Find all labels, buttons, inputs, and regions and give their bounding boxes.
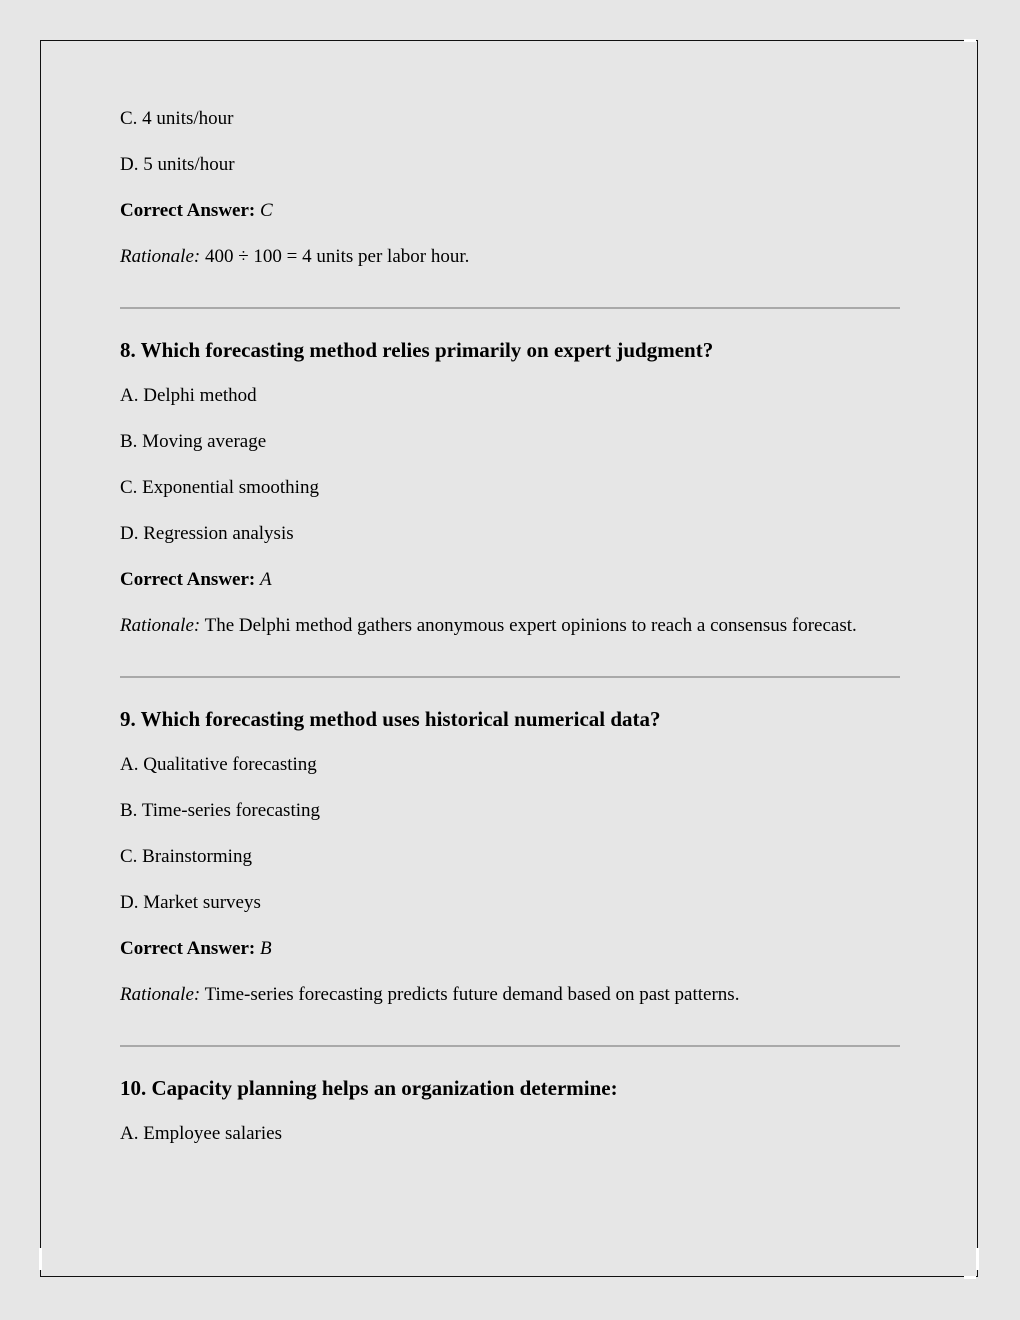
frame-corner-mark [964,39,976,42]
rationale [120,615,900,637]
rationale-text: 400 ÷ 100 = 4 units per labor hour. [200,246,470,267]
option-a: A. Delphi method [120,385,257,406]
option-a: A. Employee salaries [120,1123,282,1144]
rationale-label: Rationale: [120,246,201,267]
rationale-label: Rationale: [120,984,201,1005]
frame-corner-mark [39,1248,42,1270]
option-d: D. Regression analysis [120,523,294,544]
option-c: C. 4 units/hour [120,108,234,129]
rationale [120,246,900,268]
correct-answer [120,938,900,960]
document-content [120,108,900,1169]
frame-corner-mark [976,1248,979,1270]
option-b: B. Time-series forecasting [120,800,321,821]
correct-answer [120,200,900,222]
correct-answer-value: C [260,200,273,221]
option-c: C. Brainstorming [120,846,252,867]
section-divider [120,307,900,309]
rationale-text: The Delphi method gathers anonymous expert opinions to reach a consensus forecast. [200,615,857,636]
option-d: D. Market surveys [120,892,261,913]
question-heading: 10. Capacity planning helps an organization determine: [120,1076,618,1100]
option-b: B. Moving average [120,431,267,452]
rationale-text: Time-series forecasting predicts future demand based on past patterns. [200,984,740,1005]
question-7-tail [120,108,900,268]
option-d: D. 5 units/hour [120,154,235,175]
question-heading: 9. Which forecasting method uses historical numerical data? [120,707,661,731]
correct-answer-value: B [260,938,272,959]
rationale [120,984,900,1006]
correct-answer-label: Correct Answer: [120,569,256,590]
rationale-label: Rationale: [120,615,201,636]
question-heading: 8. Which forecasting method relies primarily on expert judgment? [120,338,714,362]
section-divider [120,1045,900,1047]
section-divider [120,676,900,678]
question-8 [120,337,900,637]
frame-corner-mark [964,1276,976,1279]
correct-answer-value: A [260,569,272,590]
correct-answer-label: Correct Answer: [120,200,256,221]
question-9 [120,706,900,1006]
option-c: C. Exponential smoothing [120,477,319,498]
correct-answer [120,569,900,591]
option-a: A. Qualitative forecasting [120,754,317,775]
correct-answer-label: Correct Answer: [120,938,256,959]
question-10 [120,1075,900,1145]
